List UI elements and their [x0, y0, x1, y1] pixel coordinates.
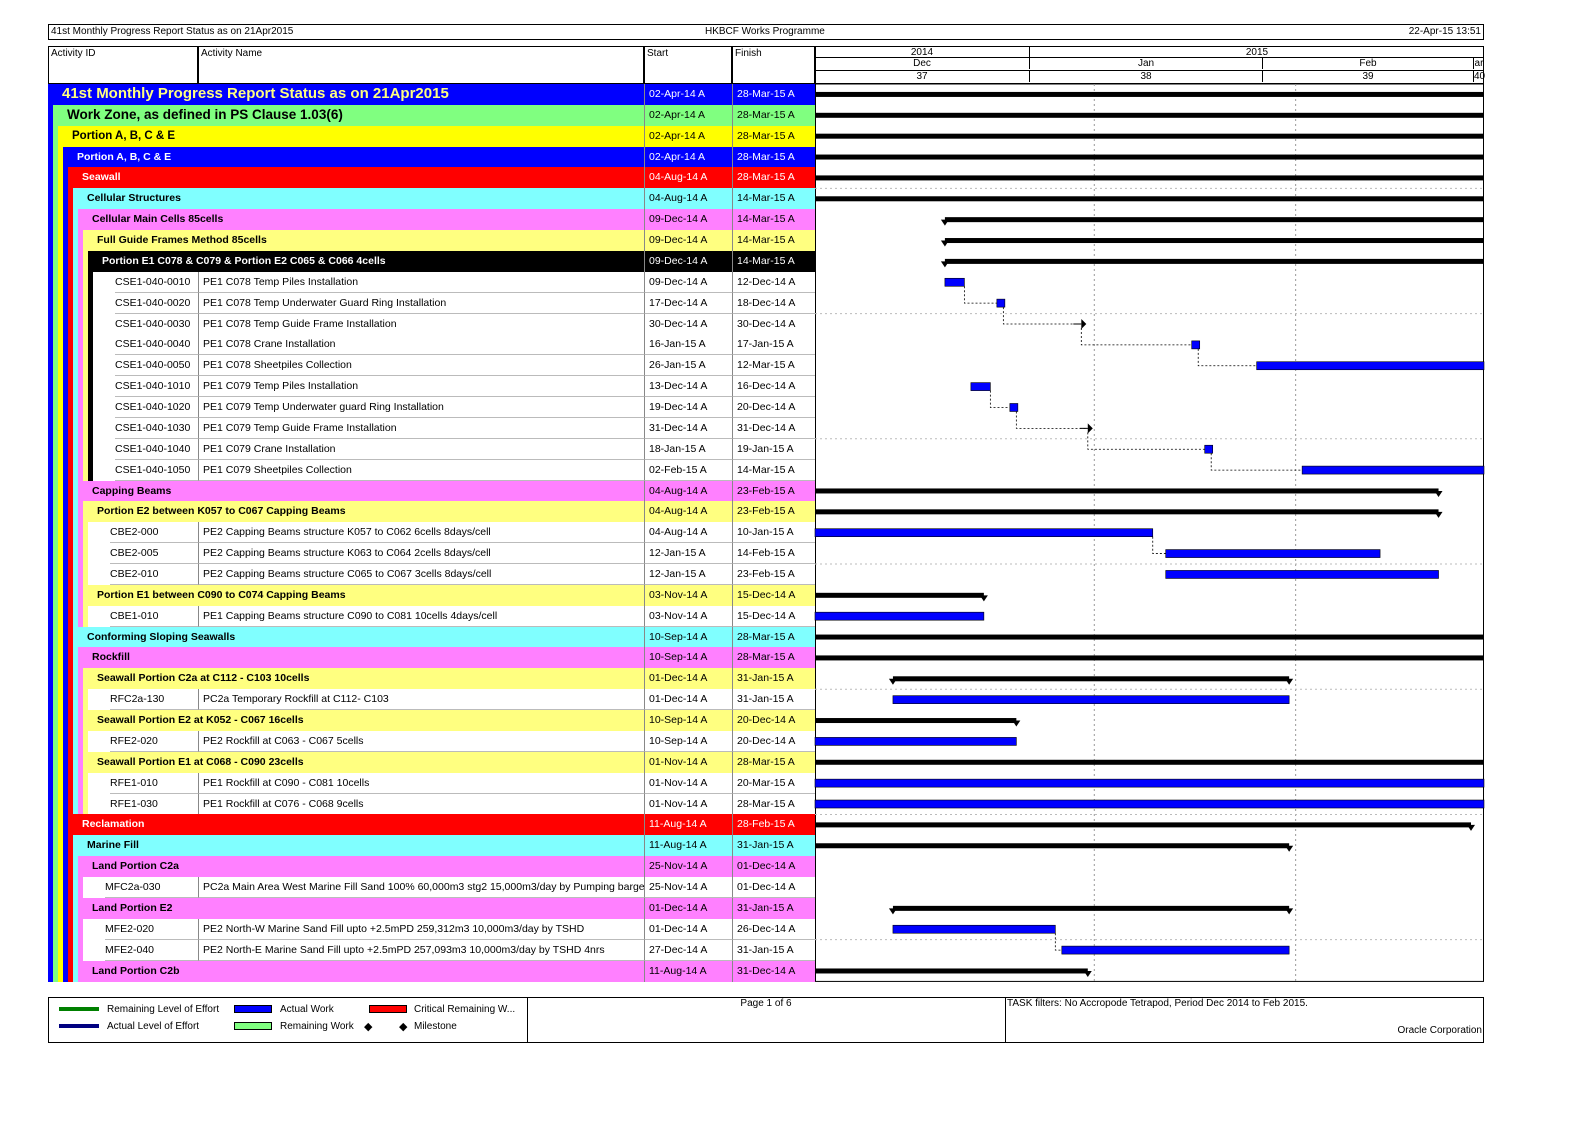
summary-bar — [815, 196, 1484, 201]
activity-id: CBE2-005 — [110, 543, 198, 564]
actual-work-bar — [997, 299, 1005, 307]
start-date: 02-Apr-14 A — [644, 84, 732, 105]
wbs-row[interactable] — [48, 501, 815, 522]
start-date: 27-Dec-14 A — [644, 940, 732, 961]
activity-row[interactable] — [48, 522, 815, 543]
summary-bar — [815, 92, 1484, 97]
start-date: 11-Aug-14 A — [644, 835, 732, 856]
summary-end-marker — [1084, 971, 1092, 977]
actual-work-bar — [815, 800, 1484, 808]
finish-date: 28-Feb-15 A — [732, 814, 815, 835]
start-date: 01-Dec-14 A — [644, 668, 732, 689]
summary-start-marker — [941, 261, 949, 267]
legend-remaining-work-label: Remaining Work — [280, 1021, 354, 1032]
summary-bar — [815, 488, 1439, 493]
finish-date: 12-Dec-14 A — [732, 272, 815, 293]
wbs-name: Portion E1 between C090 to C074 Capping Beams — [97, 588, 346, 601]
activity-id: CSE1-040-0030 — [115, 314, 198, 335]
legend-actual-effort-label: Actual Level of Effort — [107, 1021, 200, 1032]
dependency-link — [1081, 328, 1191, 345]
summary-end-marker — [1435, 491, 1443, 497]
finish-date: 20-Mar-15 A — [732, 773, 815, 794]
start-date: 01-Nov-14 A — [644, 752, 732, 773]
finish-date: 20-Dec-14 A — [732, 731, 815, 752]
summary-bar — [815, 509, 1439, 514]
actual-work-bar — [1205, 445, 1213, 453]
finish-date: 31-Jan-15 A — [732, 940, 815, 961]
finish-date: 31-Dec-14 A — [732, 961, 815, 982]
wbs-row[interactable] — [48, 752, 815, 773]
legend-actual-work-swatch — [234, 1005, 272, 1013]
activity-row[interactable] — [48, 564, 815, 585]
start-date: 11-Aug-14 A — [644, 814, 732, 835]
activity-name: PE1 C079 Temp Guide Frame Installation — [198, 418, 644, 439]
report-title: 41st Monthly Progress Report Status as on 21Apr2015 — [51, 26, 294, 37]
finish-date: 16-Dec-14 A — [732, 376, 815, 397]
finish-date: 28-Mar-15 A — [732, 147, 815, 168]
week-39: 39 — [1262, 71, 1473, 82]
activity-name: PE2 Capping Beams structure C065 to C067 3cells 8days/cell — [198, 564, 644, 585]
activity-id: RFE2-020 — [110, 731, 198, 752]
actual-work-bar — [1192, 341, 1200, 349]
finish-date: 31-Jan-15 A — [732, 835, 815, 856]
wbs-row[interactable] — [48, 105, 815, 126]
dependency-link — [1198, 349, 1256, 366]
activity-name: PE1 C079 Crane Installation — [198, 439, 644, 460]
summary-end-marker — [1285, 908, 1293, 914]
finish-date: 14-Mar-15 A — [732, 209, 815, 230]
wbs-row[interactable] — [48, 898, 815, 919]
summary-bar — [815, 134, 1484, 139]
activity-name: PC2a Temporary Rockfill at C112- C103 — [198, 689, 644, 710]
legend-actual-effort-swatch — [59, 1024, 99, 1028]
legend-critical-label: Critical Remaining W... — [414, 1004, 516, 1015]
activity-row[interactable] — [48, 689, 815, 710]
summary-bar — [815, 593, 984, 598]
finish-date: 28-Mar-15 A — [732, 167, 815, 188]
start-date: 02-Apr-14 A — [644, 105, 732, 126]
start-date: 10-Sep-14 A — [644, 647, 732, 668]
column-header-start[interactable]: Start — [644, 46, 732, 84]
activity-name: PE1 C078 Crane Installation — [198, 334, 644, 355]
start-date: 17-Dec-14 A — [644, 293, 732, 314]
summary-bar — [815, 718, 1016, 723]
activity-row[interactable] — [48, 543, 815, 564]
summary-end-marker — [1012, 721, 1020, 727]
start-date: 19-Dec-14 A — [644, 397, 732, 418]
summary-bar — [815, 760, 1484, 765]
wbs-row[interactable] — [48, 668, 815, 689]
summary-bar — [815, 968, 1088, 973]
wbs-row[interactable] — [48, 814, 815, 835]
actual-work-bar — [815, 529, 1153, 537]
wbs-name: Seawall Portion C2a at C112 - C103 10cells — [97, 672, 310, 685]
activity-name: PE2 Capping Beams structure K057 to C062 6cells 8days/cell — [198, 522, 644, 543]
wbs-row[interactable] — [48, 585, 815, 606]
activity-name: PE2 North-W Marine Sand Fill upto +2.5mPD 259,312m3 10,000m3/day by TSHD — [198, 919, 644, 940]
gantt-chart — [815, 84, 1484, 984]
activity-name: PE1 Rockfill at C090 - C081 10cells — [198, 773, 644, 794]
finish-date: 26-Dec-14 A — [732, 919, 815, 940]
start-date: 09-Dec-14 A — [644, 230, 732, 251]
wbs-row[interactable] — [48, 835, 815, 856]
start-date: 31-Dec-14 A — [644, 418, 732, 439]
finish-date: 28-Mar-15 A — [732, 794, 815, 815]
finish-date: 31-Jan-15 A — [732, 898, 815, 919]
column-header-finish[interactable]: Finish — [732, 46, 815, 84]
finish-date: 23-Feb-15 A — [732, 564, 815, 585]
wbs-name: Seawall — [82, 171, 121, 184]
finish-date: 10-Jan-15 A — [732, 522, 815, 543]
activity-name: PE2 North-E Marine Sand Fill upto +2.5mPD 257,093m3 10,000m3/day by TSHD 4nrs — [198, 940, 644, 961]
legend-remaining-effort-swatch — [59, 1007, 99, 1011]
summary-end-marker — [1467, 825, 1475, 831]
wbs-row[interactable] — [48, 856, 815, 877]
start-date: 12-Jan-15 A — [644, 564, 732, 585]
legend-remaining-effort-label: Remaining Level of Effort — [107, 1004, 220, 1015]
activity-id: CSE1-040-1020 — [115, 397, 198, 418]
company-name: Oracle Corporation — [1397, 1025, 1482, 1036]
finish-date: 23-Feb-15 A — [732, 481, 815, 502]
activity-row[interactable] — [48, 919, 815, 940]
wbs-name: Full Guide Frames Method 85cells — [97, 234, 267, 247]
activity-id: CSE1-040-1040 — [115, 439, 198, 460]
actual-work-bar — [1166, 550, 1380, 558]
activity-row[interactable] — [48, 355, 815, 376]
wbs-row[interactable] — [48, 627, 815, 648]
wbs-row[interactable] — [48, 961, 815, 982]
activity-name: PE1 C078 Temp Underwater Guard Ring Installation — [198, 293, 644, 314]
actual-work-bar — [815, 779, 1484, 787]
month-feb: Feb — [1262, 58, 1473, 69]
activity-row[interactable] — [48, 940, 815, 961]
dependency-link — [1003, 307, 1081, 324]
activity-row[interactable] — [48, 460, 815, 481]
column-header-activity-id[interactable]: Activity ID — [48, 46, 198, 84]
finish-date: 01-Dec-14 A — [732, 877, 815, 898]
page-number: Page 1 of 6 — [740, 998, 792, 1009]
summary-start-marker — [889, 908, 897, 914]
legend-footer — [48, 997, 1484, 1043]
wbs-name: Portion E1 C078 & C079 & Portion E2 C065 & C066 4cells — [102, 254, 386, 267]
summary-bar — [945, 217, 1484, 222]
wbs-row[interactable] — [48, 230, 815, 251]
start-date: 01-Dec-14 A — [644, 898, 732, 919]
finish-date: 01-Dec-14 A — [732, 856, 815, 877]
actual-work-bar — [945, 278, 964, 286]
activity-id: MFE2-020 — [105, 919, 198, 940]
finish-date: 30-Dec-14 A — [732, 314, 815, 335]
wbs-row[interactable] — [48, 251, 815, 272]
activity-id: CSE1-040-1010 — [115, 376, 198, 397]
summary-end-marker — [1285, 846, 1293, 852]
report-header-bar — [48, 24, 1484, 40]
wbs-row[interactable] — [48, 167, 815, 188]
start-date: 25-Nov-14 A — [644, 856, 732, 877]
finish-date: 28-Mar-15 A — [732, 627, 815, 648]
wbs-row[interactable] — [48, 647, 815, 668]
wbs-name: Land Portion C2b — [92, 964, 180, 977]
dependency-link — [1088, 432, 1205, 449]
start-date: 13-Dec-14 A — [644, 376, 732, 397]
finish-date: 20-Dec-14 A — [732, 710, 815, 731]
wbs-name: Land Portion E2 — [92, 901, 173, 914]
legend-remaining-work-swatch — [234, 1022, 272, 1030]
activity-row[interactable] — [48, 418, 815, 439]
activity-row[interactable] — [48, 272, 815, 293]
finish-date: 18-Dec-14 A — [732, 293, 815, 314]
start-date: 18-Jan-15 A — [644, 439, 732, 460]
month-jan: Jan — [1029, 58, 1262, 69]
activity-name: PE1 C078 Sheetpiles Collection — [198, 355, 644, 376]
wbs-row[interactable] — [48, 188, 815, 209]
activity-id: CSE1-040-0020 — [115, 293, 198, 314]
actual-work-bar — [971, 383, 990, 391]
start-date: 03-Nov-14 A — [644, 585, 732, 606]
actual-work-bar — [815, 612, 984, 620]
actual-work-bar — [893, 925, 1055, 933]
finish-date: 23-Feb-15 A — [732, 501, 815, 522]
dependency-link — [1055, 933, 1061, 950]
start-date: 01-Dec-14 A — [644, 919, 732, 940]
finish-date: 20-Dec-14 A — [732, 397, 815, 418]
wbs-name: Marine Fill — [87, 839, 139, 852]
finish-date: 14-Mar-15 A — [732, 251, 815, 272]
activity-row[interactable] — [48, 397, 815, 418]
wbs-name: Land Portion C2a — [92, 860, 179, 873]
wbs-name: Portion E2 between K057 to C067 Capping Beams — [97, 505, 346, 518]
wbs-name: Portion A, B, C & E — [72, 129, 176, 142]
wbs-name: Cellular Main Cells 85cells — [92, 213, 224, 226]
summary-bar — [815, 175, 1484, 180]
start-date: 02-Feb-15 A — [644, 460, 732, 481]
activity-row[interactable] — [48, 773, 815, 794]
summary-bar — [945, 259, 1484, 264]
activity-name: PE2 Capping Beams structure K063 to C064 2cells 8days/cell — [198, 543, 644, 564]
summary-start-marker — [889, 679, 897, 685]
wbs-name: Portion A, B, C & E — [77, 150, 172, 163]
actual-work-bar — [893, 696, 1289, 704]
year-2014: 2014 — [910, 47, 934, 58]
start-date: 30-Dec-14 A — [644, 314, 732, 335]
start-date: 25-Nov-14 A — [644, 877, 732, 898]
activity-name: PE1 C079 Temp Underwater guard Ring Installation — [198, 397, 644, 418]
summary-start-marker — [941, 241, 949, 247]
wbs-name: Conforming Sloping Seawalls — [87, 630, 236, 643]
finish-date: 17-Jan-15 A — [732, 334, 815, 355]
wbs-row[interactable] — [48, 710, 815, 731]
summary-bar — [815, 155, 1484, 160]
diamond-icon: ◆ — [364, 1021, 373, 1033]
activity-name: PE1 Rockfill at C076 - C068 9cells — [198, 794, 644, 815]
actual-work-bar — [815, 737, 1016, 745]
start-date: 04-Aug-14 A — [644, 188, 732, 209]
finish-date: 14-Feb-15 A — [732, 543, 815, 564]
finish-date: 14-Mar-15 A — [732, 230, 815, 251]
month-mar: ar — [1474, 58, 1484, 69]
activity-name: PE1 C078 Temp Piles Installation — [198, 272, 644, 293]
milestone-marker — [1088, 423, 1093, 433]
start-date: 26-Jan-15 A — [644, 355, 732, 376]
finish-date: 31-Jan-15 A — [732, 668, 815, 689]
finish-date: 14-Mar-15 A — [732, 460, 815, 481]
wbs-row[interactable] — [48, 209, 815, 230]
finish-date: 15-Dec-14 A — [732, 585, 815, 606]
summary-end-marker — [1285, 679, 1293, 685]
dependency-link — [1016, 411, 1087, 428]
finish-date: 28-Mar-15 A — [732, 105, 815, 126]
milestone-marker — [1081, 319, 1086, 329]
task-filters: TASK filters: No Accropode Tetrapod, Period Dec 2014 to Feb 2015. — [1007, 998, 1308, 1009]
wbs-name: Capping Beams — [92, 484, 172, 497]
activity-row[interactable] — [48, 293, 815, 314]
activity-name: PE1 C079 Temp Piles Installation — [198, 376, 644, 397]
finish-date: 28-Mar-15 A — [732, 84, 815, 105]
dependency-link — [990, 391, 1009, 408]
dependency-link — [1153, 537, 1166, 554]
finish-date: 28-Mar-15 A — [732, 126, 815, 147]
activity-name: PE1 Capping Beams structure C090 to C081 10cells 4days/cell — [198, 606, 644, 627]
month-dec: Dec — [913, 58, 931, 69]
finish-date: 12-Mar-15 A — [732, 355, 815, 376]
activity-id: RFC2a-130 — [110, 689, 198, 710]
start-date: 04-Aug-14 A — [644, 501, 732, 522]
activity-id: MFE2-040 — [105, 940, 198, 961]
finish-date: 28-Mar-15 A — [732, 647, 815, 668]
start-date: 11-Aug-14 A — [644, 961, 732, 982]
actual-work-bar — [1010, 403, 1018, 411]
report-datetime: 22-Apr-15 13:51 — [1408, 26, 1481, 37]
wbs-name: Seawall Portion E2 at K052 - C067 16cells — [97, 714, 304, 727]
week-37: 37 — [916, 71, 928, 82]
summary-bar — [815, 843, 1289, 848]
activity-name: PE1 C078 Temp Guide Frame Installation — [198, 314, 644, 335]
wbs-row[interactable] — [48, 147, 815, 168]
summary-end-marker — [980, 595, 988, 601]
wbs-row[interactable] — [48, 481, 815, 502]
activity-name: PE1 C079 Sheetpiles Collection — [198, 460, 644, 481]
activity-id: CBE2-000 — [110, 522, 198, 543]
activity-id: CSE1-040-0050 — [115, 355, 198, 376]
start-date: 01-Nov-14 A — [644, 773, 732, 794]
wbs-row[interactable] — [48, 84, 815, 105]
wbs-name: Cellular Structures — [87, 192, 181, 205]
week-40: 40 — [1474, 71, 1486, 82]
start-date: 10-Sep-14 A — [644, 710, 732, 731]
finish-date: 15-Dec-14 A — [732, 606, 815, 627]
summary-bar — [945, 238, 1484, 243]
activity-id: CSE1-040-1050 — [115, 460, 198, 481]
actual-work-bar — [1166, 570, 1439, 578]
activity-id: RFE1-010 — [110, 773, 198, 794]
activity-row[interactable] — [48, 877, 815, 898]
start-date: 09-Dec-14 A — [644, 251, 732, 272]
start-date: 04-Aug-14 A — [644, 481, 732, 502]
activity-row[interactable] — [48, 314, 815, 335]
start-date: 02-Apr-14 A — [644, 126, 732, 147]
activity-row[interactable] — [48, 731, 815, 752]
start-date: 04-Aug-14 A — [644, 522, 732, 543]
timescale-header — [815, 46, 1484, 84]
activity-id: CSE1-040-0010 — [115, 272, 198, 293]
start-date: 09-Dec-14 A — [644, 272, 732, 293]
finish-date: 31-Dec-14 A — [732, 418, 815, 439]
wbs-name: Rockfill — [92, 651, 130, 664]
wbs-name: Work Zone, as defined in PS Clause 1.03(6) — [67, 106, 343, 122]
activity-name: PE2 Rockfill at C063 - C067 5cells — [198, 731, 644, 752]
start-date: 12-Jan-15 A — [644, 543, 732, 564]
programme-title: HKBCF Works Programme — [705, 26, 825, 37]
start-date: 03-Nov-14 A — [644, 606, 732, 627]
wbs-name: Seawall Portion E1 at C068 - C090 23cells — [97, 755, 304, 768]
milestone-diamond-icon: ◆ — [399, 1021, 408, 1033]
start-date: 09-Dec-14 A — [644, 209, 732, 230]
summary-bar — [893, 906, 1289, 911]
start-date: 16-Jan-15 A — [644, 334, 732, 355]
wbs-name: 41st Monthly Progress Report Status as on 21Apr2015 — [62, 85, 449, 102]
activity-row[interactable] — [48, 606, 815, 627]
activity-id: CBE1-010 — [110, 606, 198, 627]
actual-work-bar — [1302, 466, 1484, 474]
activity-id: RFE1-030 — [110, 794, 198, 815]
finish-date: 19-Jan-15 A — [732, 439, 815, 460]
start-date: 10-Sep-14 A — [644, 731, 732, 752]
activity-row[interactable] — [48, 794, 815, 815]
summary-bar — [815, 113, 1484, 118]
legend-actual-work-label: Actual Work — [280, 1004, 334, 1015]
dependency-link — [964, 286, 996, 303]
summary-bar — [815, 635, 1484, 640]
wbs-name: Reclamation — [82, 818, 145, 831]
activity-row[interactable] — [48, 439, 815, 460]
summary-bar — [893, 676, 1289, 681]
activity-row[interactable] — [48, 376, 815, 397]
summary-end-marker — [1435, 512, 1443, 518]
start-date: 01-Dec-14 A — [644, 689, 732, 710]
column-header-activity-name[interactable]: Activity Name — [198, 46, 644, 84]
start-date: 04-Aug-14 A — [644, 167, 732, 188]
dependency-link — [1211, 453, 1302, 470]
activity-id: CSE1-040-0040 — [115, 334, 198, 355]
start-date: 02-Apr-14 A — [644, 147, 732, 168]
activity-id: CBE2-010 — [110, 564, 198, 585]
legend-milestone-label: Milestone — [414, 1021, 457, 1032]
legend-critical-swatch — [369, 1005, 407, 1013]
summary-bar — [815, 655, 1484, 660]
year-2015: 2015 — [1029, 47, 1484, 58]
activity-name: PC2a Main Area West Marine Fill Sand 100% 60,000m3 stg2 15,000m3/day by Pumping barge — [198, 877, 644, 898]
finish-date: 28-Mar-15 A — [732, 752, 815, 773]
activity-row[interactable] — [48, 334, 815, 355]
actual-work-bar — [1257, 362, 1484, 370]
activity-id: MFC2a-030 — [105, 877, 198, 898]
finish-date: 31-Jan-15 A — [732, 689, 815, 710]
actual-work-bar — [1062, 946, 1289, 954]
summary-bar — [815, 822, 1471, 827]
wbs-row[interactable] — [48, 126, 815, 147]
week-38: 38 — [1029, 71, 1262, 82]
start-date: 01-Nov-14 A — [644, 794, 732, 815]
summary-start-marker — [941, 220, 949, 226]
activity-id: CSE1-040-1030 — [115, 418, 198, 439]
start-date: 10-Sep-14 A — [644, 627, 732, 648]
finish-date: 14-Mar-15 A — [732, 188, 815, 209]
